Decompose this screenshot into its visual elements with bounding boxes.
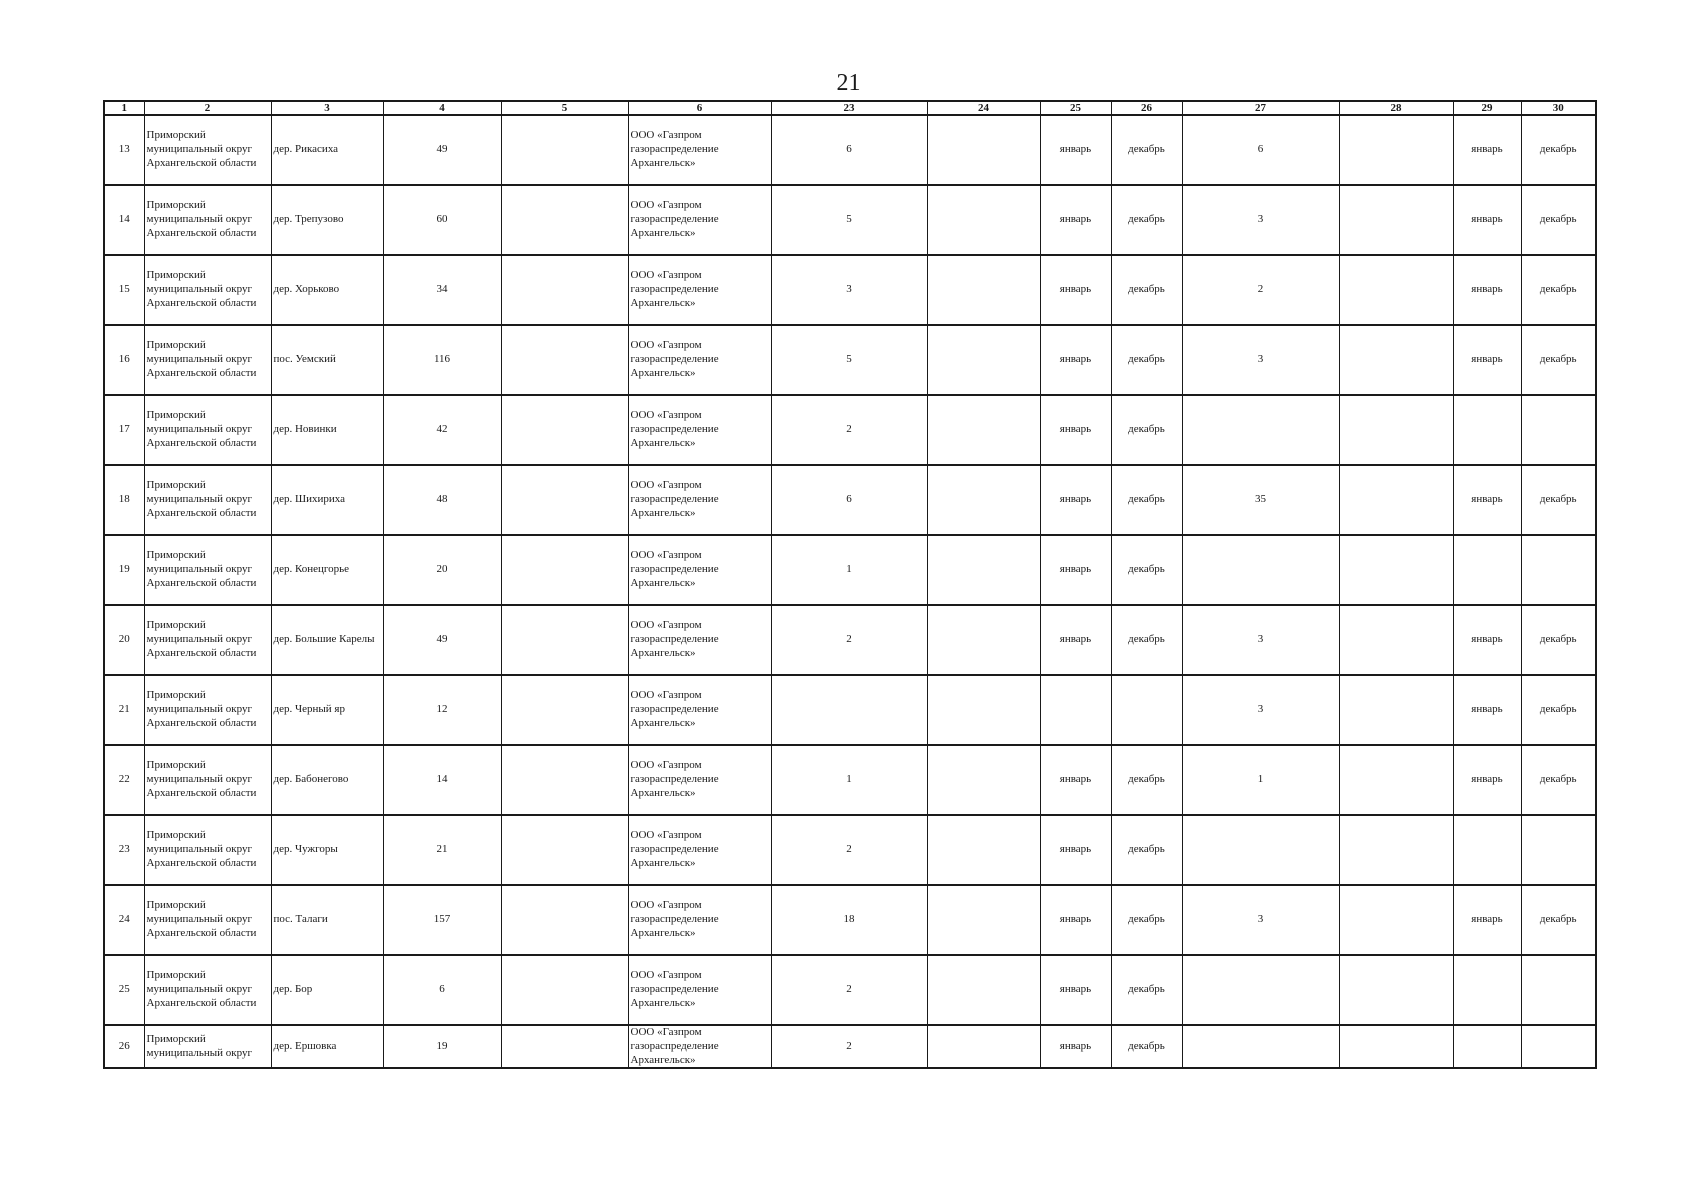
empty-cell [501, 465, 628, 535]
start-month-cell [1453, 815, 1521, 885]
locality-cell: дер. Чужгоры [271, 815, 383, 885]
locality-cell: дер. Бор [271, 955, 383, 1025]
end-month-cell [1521, 1025, 1596, 1068]
start-month-cell: январь [1453, 745, 1521, 815]
value-cell: 5 [771, 185, 927, 255]
value-cell: 1 [771, 535, 927, 605]
operator-cell: ООО «Газпром газораспределение Архангельск» [628, 885, 771, 955]
column-header: 5 [501, 101, 628, 115]
locality-cell: дер. Бабонегово [271, 745, 383, 815]
locality-cell: дер. Большие Карелы [271, 605, 383, 675]
locality-cell: дер. Новинки [271, 395, 383, 465]
operator-cell: ООО «Газпром газораспределение Архангельск» [628, 255, 771, 325]
district-cell: Приморский муниципальный округ Архангельской области [144, 675, 271, 745]
table-row [104, 325, 1596, 395]
value-cell [1182, 815, 1339, 885]
start-month-cell: январь [1040, 815, 1111, 885]
count-cell: 48 [383, 465, 501, 535]
value-cell: 2 [771, 1025, 927, 1068]
column-header: 24 [927, 101, 1040, 115]
row-number-cell: 16 [104, 325, 144, 395]
column-header: 28 [1339, 101, 1453, 115]
district-cell: Приморский муниципальный округ Архангельской области [144, 885, 271, 955]
operator-cell: ООО «Газпром газораспределение Архангельск» [628, 815, 771, 885]
value-cell [1339, 255, 1453, 325]
start-month-cell: январь [1453, 605, 1521, 675]
locality-cell: дер. Хорьково [271, 255, 383, 325]
value-cell: 2 [771, 815, 927, 885]
table-row [104, 465, 1596, 535]
end-month-cell: декабрь [1521, 745, 1596, 815]
start-month-cell: январь [1040, 1025, 1111, 1068]
value-cell [771, 675, 927, 745]
count-cell: 19 [383, 1025, 501, 1068]
value-cell: 6 [771, 465, 927, 535]
empty-cell [501, 255, 628, 325]
value-cell [1339, 395, 1453, 465]
value-cell: 3 [1182, 885, 1339, 955]
empty-cell [501, 1025, 628, 1068]
count-cell: 21 [383, 815, 501, 885]
count-cell: 60 [383, 185, 501, 255]
column-header: 6 [628, 101, 771, 115]
operator-cell: ООО «Газпром газораспределение Архангельск» [628, 465, 771, 535]
empty-cell [501, 535, 628, 605]
start-month-cell: январь [1040, 745, 1111, 815]
start-month-cell: январь [1453, 255, 1521, 325]
district-cell: Приморский муниципальный округ Архангельской области [144, 815, 271, 885]
district-cell: Приморский муниципальный округ [144, 1025, 271, 1068]
start-month-cell: январь [1040, 465, 1111, 535]
locality-cell: дер. Черный яр [271, 675, 383, 745]
value-cell [1339, 815, 1453, 885]
start-month-cell: январь [1040, 325, 1111, 395]
district-cell: Приморский муниципальный округ Архангельской области [144, 325, 271, 395]
row-number-cell: 22 [104, 745, 144, 815]
value-cell [927, 745, 1040, 815]
end-month-cell: декабрь [1111, 955, 1182, 1025]
count-cell: 20 [383, 535, 501, 605]
district-cell: Приморский муниципальный округ Архангельской области [144, 395, 271, 465]
end-month-cell: декабрь [1111, 115, 1182, 185]
column-header: 3 [271, 101, 383, 115]
district-cell: Приморский муниципальный округ Архангельской области [144, 745, 271, 815]
district-cell: Приморский муниципальный округ Архангельской области [144, 255, 271, 325]
row-number-cell: 23 [104, 815, 144, 885]
value-cell [927, 815, 1040, 885]
start-month-cell [1453, 535, 1521, 605]
end-month-cell: декабрь [1521, 325, 1596, 395]
end-month-cell: декабрь [1111, 1025, 1182, 1068]
end-month-cell: декабрь [1521, 255, 1596, 325]
row-number-cell: 14 [104, 185, 144, 255]
operator-cell: ООО «Газпром газораспределение Архангельск» [628, 675, 771, 745]
value-cell [927, 885, 1040, 955]
row-number-cell: 21 [104, 675, 144, 745]
value-cell [927, 1025, 1040, 1068]
count-cell: 42 [383, 395, 501, 465]
operator-cell: ООО «Газпром газораспределение Архангельск» [628, 1025, 771, 1068]
count-cell: 14 [383, 745, 501, 815]
column-header: 25 [1040, 101, 1111, 115]
end-month-cell: декабрь [1521, 675, 1596, 745]
table-row [104, 605, 1596, 675]
locality-cell: пос. Талаги [271, 885, 383, 955]
value-cell [1339, 745, 1453, 815]
operator-cell: ООО «Газпром газораспределение Архангельск» [628, 535, 771, 605]
end-month-cell: декабрь [1521, 465, 1596, 535]
value-cell [1339, 605, 1453, 675]
district-cell: Приморский муниципальный округ Архангельской области [144, 465, 271, 535]
end-month-cell: декабрь [1111, 745, 1182, 815]
row-number-cell: 26 [104, 1025, 144, 1068]
value-cell: 35 [1182, 465, 1339, 535]
locality-cell: пос. Уемский [271, 325, 383, 395]
value-cell [1339, 885, 1453, 955]
value-cell: 2 [771, 395, 927, 465]
row-number-cell: 13 [104, 115, 144, 185]
end-month-cell: декабрь [1521, 605, 1596, 675]
start-month-cell: январь [1040, 605, 1111, 675]
end-month-cell: декабрь [1111, 255, 1182, 325]
operator-cell: ООО «Газпром газораспределение Архангельск» [628, 115, 771, 185]
end-month-cell [1521, 815, 1596, 885]
value-cell: 3 [1182, 605, 1339, 675]
start-month-cell: январь [1453, 885, 1521, 955]
start-month-cell [1453, 1025, 1521, 1068]
count-cell: 49 [383, 115, 501, 185]
page-number: 21 [836, 70, 861, 96]
value-cell: 1 [771, 745, 927, 815]
end-month-cell: декабрь [1521, 115, 1596, 185]
value-cell: 3 [771, 255, 927, 325]
value-cell [1339, 955, 1453, 1025]
value-cell: 2 [771, 605, 927, 675]
table-row [104, 115, 1596, 185]
column-header: 2 [144, 101, 271, 115]
count-cell: 116 [383, 325, 501, 395]
row-number-cell: 17 [104, 395, 144, 465]
start-month-cell: январь [1040, 185, 1111, 255]
value-cell [1182, 535, 1339, 605]
column-header: 1 [104, 101, 144, 115]
locality-cell: дер. Ершовка [271, 1025, 383, 1068]
value-cell: 6 [771, 115, 927, 185]
value-cell: 18 [771, 885, 927, 955]
column-number-header-row [104, 101, 1596, 115]
value-cell [1339, 675, 1453, 745]
end-month-cell [1521, 955, 1596, 1025]
start-month-cell: январь [1453, 465, 1521, 535]
value-cell [1182, 1025, 1339, 1068]
locality-cell: дер. Трепузово [271, 185, 383, 255]
empty-cell [501, 605, 628, 675]
value-cell [1339, 185, 1453, 255]
column-header: 30 [1521, 101, 1596, 115]
operator-cell: ООО «Газпром газораспределение Архангельск» [628, 605, 771, 675]
value-cell [1339, 1025, 1453, 1068]
count-cell: 12 [383, 675, 501, 745]
row-number-cell: 19 [104, 535, 144, 605]
empty-cell [501, 325, 628, 395]
value-cell [1182, 395, 1339, 465]
count-cell: 34 [383, 255, 501, 325]
end-month-cell [1521, 535, 1596, 605]
value-cell: 1 [1182, 745, 1339, 815]
empty-cell [501, 675, 628, 745]
start-month-cell: январь [1040, 255, 1111, 325]
district-cell: Приморский муниципальный округ Архангельской области [144, 535, 271, 605]
row-number-cell: 25 [104, 955, 144, 1025]
end-month-cell: декабрь [1111, 395, 1182, 465]
value-cell: 2 [771, 955, 927, 1025]
start-month-cell: январь [1040, 115, 1111, 185]
start-month-cell [1453, 955, 1521, 1025]
value-cell [927, 465, 1040, 535]
table-row [104, 185, 1596, 255]
value-cell [927, 325, 1040, 395]
start-month-cell: январь [1040, 885, 1111, 955]
column-header: 23 [771, 101, 927, 115]
table-row [104, 535, 1596, 605]
value-cell [927, 535, 1040, 605]
end-month-cell: декабрь [1111, 605, 1182, 675]
end-month-cell: декабрь [1111, 815, 1182, 885]
value-cell: 3 [1182, 185, 1339, 255]
data-table [103, 100, 1597, 1069]
district-cell: Приморский муниципальный округ Архангельской области [144, 605, 271, 675]
column-header: 27 [1182, 101, 1339, 115]
table-row [104, 255, 1596, 325]
operator-cell: ООО «Газпром газораспределение Архангельск» [628, 745, 771, 815]
empty-cell [501, 885, 628, 955]
end-month-cell: декабрь [1521, 885, 1596, 955]
empty-cell [501, 185, 628, 255]
end-month-cell: декабрь [1521, 185, 1596, 255]
count-cell: 157 [383, 885, 501, 955]
operator-cell: ООО «Газпром газораспределение Архангельск» [628, 185, 771, 255]
district-cell: Приморский муниципальный округ Архангельской области [144, 955, 271, 1025]
value-cell: 6 [1182, 115, 1339, 185]
value-cell [927, 115, 1040, 185]
table-row [104, 815, 1596, 885]
end-month-cell: декабрь [1111, 325, 1182, 395]
value-cell [927, 395, 1040, 465]
end-month-cell: декабрь [1111, 885, 1182, 955]
end-month-cell [1521, 395, 1596, 465]
value-cell [927, 185, 1040, 255]
column-header: 26 [1111, 101, 1182, 115]
end-month-cell [1111, 675, 1182, 745]
district-cell: Приморский муниципальный округ Архангельской области [144, 115, 271, 185]
count-cell: 49 [383, 605, 501, 675]
column-header: 29 [1453, 101, 1521, 115]
value-cell [927, 255, 1040, 325]
empty-cell [501, 955, 628, 1025]
column-header: 4 [383, 101, 501, 115]
start-month-cell: январь [1040, 535, 1111, 605]
start-month-cell: январь [1453, 325, 1521, 395]
table-row [104, 675, 1596, 745]
end-month-cell: декабрь [1111, 465, 1182, 535]
value-cell [1339, 535, 1453, 605]
table-row [104, 885, 1596, 955]
table-row [104, 955, 1596, 1025]
start-month-cell: январь [1453, 675, 1521, 745]
end-month-cell: декабрь [1111, 185, 1182, 255]
value-cell [1339, 465, 1453, 535]
operator-cell: ООО «Газпром газораспределение Архангельск» [628, 395, 771, 465]
row-number-cell: 15 [104, 255, 144, 325]
table-row [104, 1025, 1596, 1068]
start-month-cell: январь [1040, 955, 1111, 1025]
value-cell [927, 955, 1040, 1025]
start-month-cell: январь [1453, 115, 1521, 185]
locality-cell: дер. Шихириха [271, 465, 383, 535]
value-cell: 3 [1182, 675, 1339, 745]
value-cell: 5 [771, 325, 927, 395]
start-month-cell: январь [1453, 185, 1521, 255]
empty-cell [501, 395, 628, 465]
district-cell: Приморский муниципальный округ Архангельской области [144, 185, 271, 255]
operator-cell: ООО «Газпром газораспределение Архангельск» [628, 955, 771, 1025]
end-month-cell: декабрь [1111, 535, 1182, 605]
row-number-cell: 18 [104, 465, 144, 535]
value-cell [1339, 325, 1453, 395]
locality-cell: дер. Рикасиха [271, 115, 383, 185]
empty-cell [501, 745, 628, 815]
value-cell: 2 [1182, 255, 1339, 325]
value-cell: 3 [1182, 325, 1339, 395]
value-cell [927, 675, 1040, 745]
table-row [104, 395, 1596, 465]
locality-cell: дер. Конецгорье [271, 535, 383, 605]
value-cell [1339, 115, 1453, 185]
start-month-cell [1453, 395, 1521, 465]
row-number-cell: 20 [104, 605, 144, 675]
row-number-cell: 24 [104, 885, 144, 955]
table-row [104, 745, 1596, 815]
start-month-cell: январь [1040, 395, 1111, 465]
operator-cell: ООО «Газпром газораспределение Архангельск» [628, 325, 771, 395]
start-month-cell [1040, 675, 1111, 745]
value-cell [927, 605, 1040, 675]
count-cell: 6 [383, 955, 501, 1025]
empty-cell [501, 815, 628, 885]
empty-cell [501, 115, 628, 185]
value-cell [1182, 955, 1339, 1025]
